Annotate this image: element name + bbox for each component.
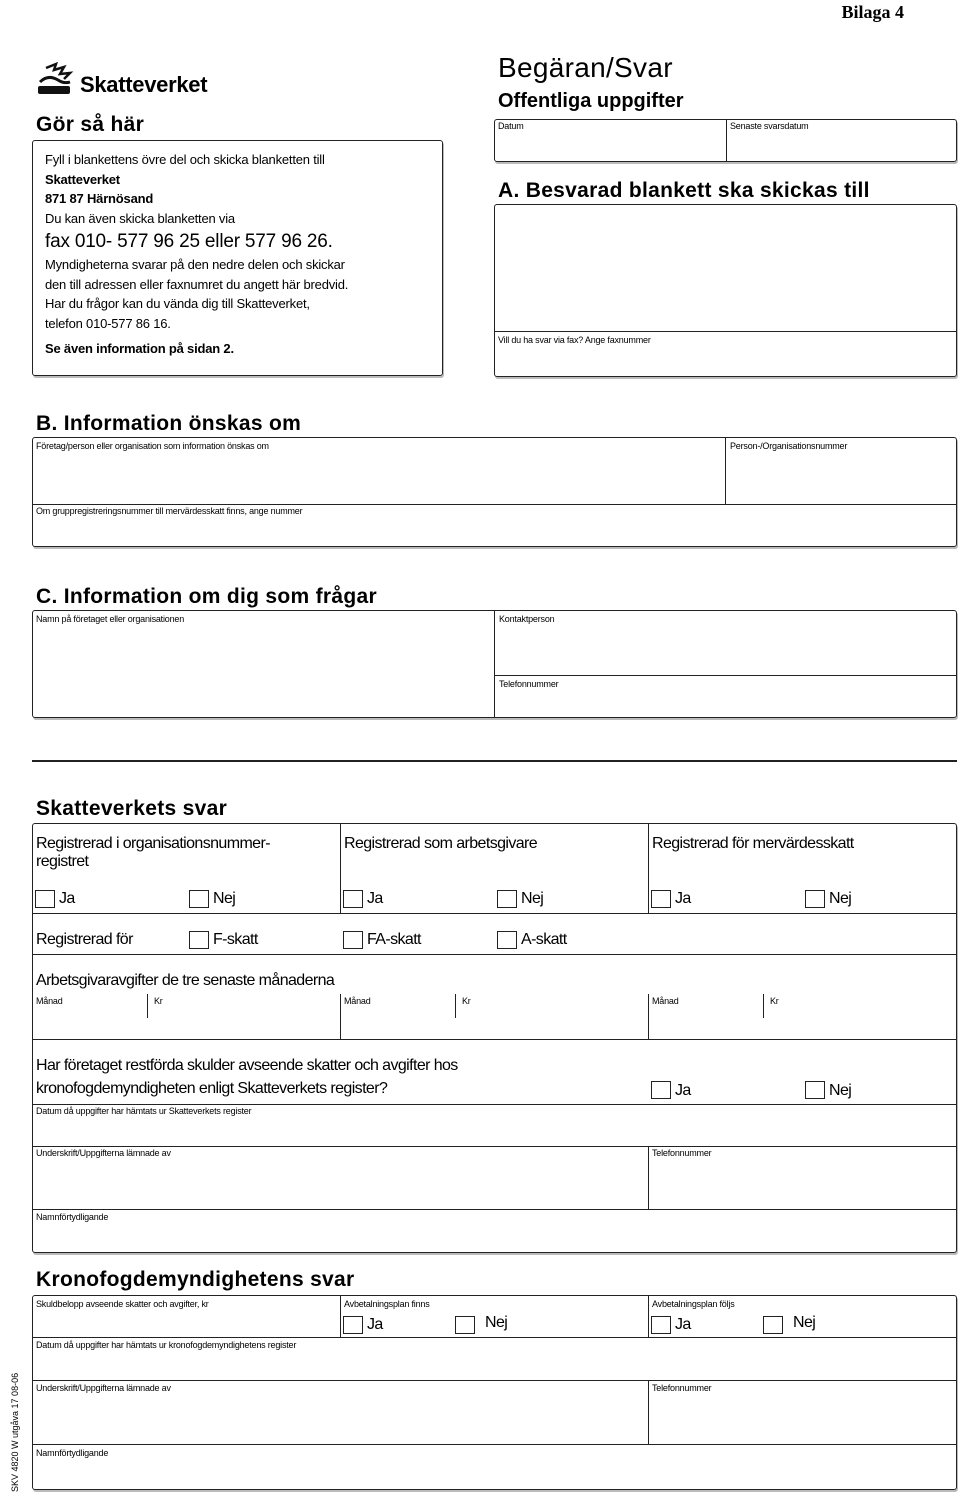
skatteverket-crown-logo-icon <box>34 62 74 98</box>
skv-answer-heading: Skatteverkets svar <box>36 797 228 820</box>
company-name-label: Namn på företaget eller organisationen <box>36 614 184 624</box>
faskatt-label: FA-skatt <box>367 931 421 948</box>
how-to-line: Skatteverket <box>45 171 120 187</box>
skv-namnfortydligande-label: Namnförtydligande <box>36 1212 109 1222</box>
reg-employer-ja-checkbox[interactable] <box>343 890 363 908</box>
manad-3-field[interactable] <box>650 1008 762 1038</box>
nej-label: Nej <box>793 1314 816 1331</box>
section-c-heading: C. Information om dig som frågar <box>36 585 377 608</box>
how-to-line: Fyll i blankettens övre del och skicka blanketten till <box>45 152 325 167</box>
ja-label: Ja <box>367 890 383 907</box>
how-to-box <box>32 140 443 376</box>
avgifter-heading: Arbetsgivaravgifter de tre senaste månaderna <box>36 972 335 989</box>
reg-vat-ja-checkbox[interactable] <box>651 890 671 908</box>
page-label: Bilaga 4 <box>841 2 904 22</box>
avbetalning-foljs-ja-checkbox[interactable] <box>651 1316 671 1334</box>
restforda-ja-checkbox[interactable] <box>651 1081 671 1099</box>
ja-label: Ja <box>675 1316 691 1333</box>
reg-orgnr-label: Registrerad i organisationsnummer- registret <box>36 835 270 870</box>
reg-vat-label: Registrerad för mervärdesskatt <box>652 835 854 852</box>
skv-datum-field[interactable] <box>33 1118 956 1145</box>
company-field[interactable] <box>33 453 723 503</box>
fskatt-label: F-skatt <box>213 931 258 948</box>
manad-label: Månad <box>36 996 63 1006</box>
askatt-label: A-skatt <box>521 931 567 948</box>
section-c-box <box>32 610 957 718</box>
ja-label: Ja <box>367 1316 383 1333</box>
how-to-line: Har du frågor kan du vända dig till Skatteverket, <box>45 296 310 311</box>
kr-3-field[interactable] <box>765 1008 955 1038</box>
kfm-underskrift-label: Underskrift/Uppgifterna lämnade av <box>36 1383 171 1393</box>
how-to-heading: Gör så här <box>36 113 145 136</box>
reg-orgnr-nej-checkbox[interactable] <box>189 890 209 908</box>
avbetalning-finns-nej-checkbox[interactable] <box>455 1316 475 1334</box>
divider <box>32 760 957 762</box>
skv-datum-label: Datum då uppgifter har hämtats ur Skatteverkets register <box>36 1106 252 1116</box>
form-title: Begäran/Svar <box>498 52 673 83</box>
manad-label: Månad <box>652 996 679 1006</box>
kfm-underskrift-field[interactable] <box>33 1395 647 1443</box>
restforda-question-line1: Har företaget restförda skulder avseende skatter och avgifter hos <box>36 1057 458 1074</box>
ja-label: Ja <box>675 890 691 907</box>
phone-label: Telefonnummer <box>499 679 559 689</box>
skv-namnfortydligande-field[interactable] <box>33 1224 956 1252</box>
skv-telefon-field[interactable] <box>650 1160 956 1208</box>
skv-answer-box <box>32 823 957 1253</box>
avbetalning-foljs-nej-checkbox[interactable] <box>763 1316 783 1334</box>
skv-telefon-label: Telefonnummer <box>652 1148 712 1158</box>
skv-underskrift-field[interactable] <box>33 1160 647 1208</box>
nej-label: Nej <box>829 890 852 907</box>
kr-label: Kr <box>154 996 163 1006</box>
reg-for-label: Registrerad för <box>36 931 133 948</box>
group-label: Om gruppregistreringsnummer till mervärdesskatt finns, ange nummer <box>36 506 303 516</box>
logo-wordmark: Skatteverket <box>80 72 208 97</box>
kfm-datum-field[interactable] <box>33 1352 956 1379</box>
company-label: Företag/person eller organisation som information önskas om <box>36 441 269 451</box>
reg-employer-label: Registrerad som arbetsgivare <box>344 835 538 852</box>
kfm-namnfortydligande-field[interactable] <box>33 1460 956 1489</box>
manad-2-field[interactable] <box>342 1008 454 1038</box>
nej-label: Nej <box>485 1314 508 1331</box>
reg-orgnr-ja-checkbox[interactable] <box>35 890 55 908</box>
contact-label: Kontaktperson <box>499 614 555 624</box>
restforda-question-line2: kronofogdemyndigheten enligt Skatteverkets register? <box>36 1080 388 1097</box>
nej-label: Nej <box>213 890 236 907</box>
fax-label: Vill du ha svar via fax? Ange faxnummer <box>498 335 651 345</box>
form-subtitle: Offentliga uppgifter <box>498 90 684 112</box>
fskatt-checkbox[interactable] <box>189 931 209 949</box>
how-to-line: Se även information på sidan 2. <box>45 341 234 356</box>
senaste-svarsdatum-label: Senaste svarsdatum <box>730 121 809 131</box>
phone-field[interactable] <box>496 691 956 717</box>
manad-label: Månad <box>344 996 371 1006</box>
kfm-datum-label: Datum då uppgifter har hämtats ur kronofogdemyndighetens register <box>36 1340 297 1350</box>
skuld-label: Skuldbelopp avseende skatter och avgifter, kr <box>36 1299 209 1309</box>
skuld-field[interactable] <box>33 1311 339 1336</box>
ja-label: Ja <box>59 890 75 907</box>
datum-field[interactable] <box>495 132 725 161</box>
how-to-line: den till adressen eller faxnumret du angett här bredvid. <box>45 276 349 292</box>
section-a-box <box>494 204 957 377</box>
section-b-heading: B. Information önskas om <box>36 412 302 435</box>
kr-label: Kr <box>770 996 779 1006</box>
contact-field[interactable] <box>496 626 956 674</box>
how-to-line: Myndigheterna svarar på den nedre delen och skickar <box>45 257 345 272</box>
how-to-line: 871 87 Härnösand <box>45 191 154 206</box>
manad-1-field[interactable] <box>33 1008 146 1038</box>
nej-label: Nej <box>521 890 544 907</box>
date-box <box>494 119 957 162</box>
form-code: SKV 4820 W utgåva 17 08-06 <box>10 1372 20 1492</box>
restforda-nej-checkbox[interactable] <box>805 1081 825 1099</box>
how-to-line: telefon 010-577 86 16. <box>45 315 171 331</box>
kfm-answer-heading: Kronofogdemyndighetens svar <box>36 1268 355 1291</box>
reg-employer-nej-checkbox[interactable] <box>497 890 517 908</box>
askatt-checkbox[interactable] <box>497 931 517 949</box>
orgnr-label: Person-/Organisationsnummer <box>730 441 848 451</box>
skatteverket-logo <box>34 62 234 98</box>
kfm-namnfortydligande-label: Namnförtydligande <box>36 1448 109 1458</box>
skv-underskrift-label: Underskrift/Uppgifterna lämnade av <box>36 1148 171 1158</box>
fax-field[interactable] <box>495 347 956 376</box>
kfm-telefon-field[interactable] <box>650 1395 956 1443</box>
kr-2-field[interactable] <box>457 1008 647 1038</box>
section-a-heading: A. Besvarad blankett ska skickas till <box>498 179 870 202</box>
kr-label: Kr <box>462 996 471 1006</box>
avbetalning-foljs-label: Avbetalningsplan följs <box>652 1299 735 1309</box>
how-to-line: Du kan även skicka blanketten via <box>45 210 235 226</box>
kr-1-field[interactable] <box>149 1008 339 1038</box>
kfm-answer-box <box>32 1295 957 1490</box>
nej-label: Nej <box>829 1082 852 1099</box>
fax-info: fax 010- 577 96 25 eller 577 96 26. <box>45 231 333 252</box>
senaste-svarsdatum-field[interactable] <box>728 132 956 161</box>
address-field[interactable] <box>495 205 956 331</box>
faskatt-checkbox[interactable] <box>343 931 363 949</box>
avbetalning-finns-label: Avbetalningsplan finns <box>344 1299 430 1309</box>
datum-label: Datum <box>498 121 524 131</box>
section-b-box <box>32 437 957 547</box>
kfm-telefon-label: Telefonnummer <box>652 1383 712 1393</box>
reg-vat-nej-checkbox[interactable] <box>805 890 825 908</box>
orgnr-field[interactable] <box>727 453 956 503</box>
ja-label: Ja <box>675 1082 691 1099</box>
avbetalning-finns-ja-checkbox[interactable] <box>343 1316 363 1334</box>
group-field[interactable] <box>33 518 956 546</box>
company-name-field[interactable] <box>33 626 493 717</box>
